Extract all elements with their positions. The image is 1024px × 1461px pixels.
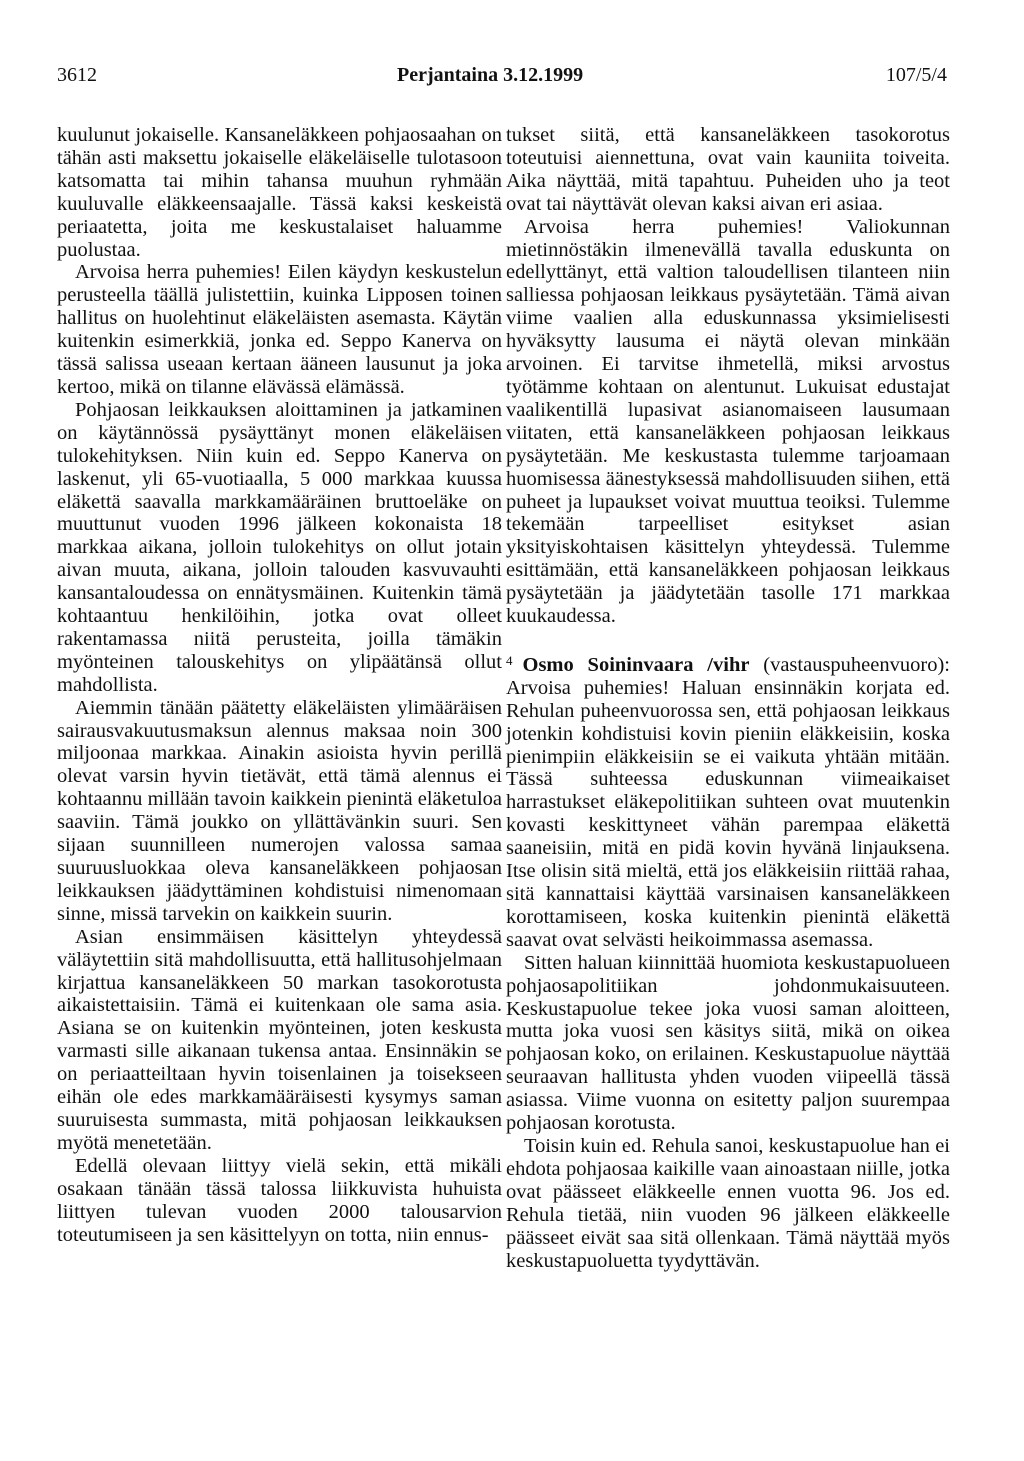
session-date: Perjantaina 3.12.1999	[397, 64, 584, 86]
page-header	[57, 64, 947, 92]
speaker-name: Osmo Soininvaara /vihr	[522, 653, 750, 676]
left-column	[57, 124, 502, 1246]
paragraph: Edellä olevaan liittyy vielä sekin, että mikäli osakaan tänään tässä talossa liikkuvista huhuista liittyen tulevan vuoden 2000 talousarvion toteutumiseen ja sen käsittelyyn on totta, niin ennus-	[57, 1154, 502, 1246]
right-column	[506, 124, 950, 1272]
speech-text: (vastauspuheenvuoro): Arvoisa puhemies! Haluan ensinnäkin korjata ed. Rehulan puheenvuorossa sen, että pohjaosan leikkaus jotenkin kohdistuisi kovin pieniin eläkkeisiin, koska pienimpiin eläkkeisiin se ei vaikuta yhtään mitään. Tässä suhteessa eduskunnan viimeaikaiset harrastukset eläkepolitiikan suhteen ovat muutenkin kovasti keskittyneet vähän parempaa eläkettä saaneisiin, mitä en pidä kovin hyvänä linjauksena. Itse olisin sitä mieltä, että jos eläkkeisiin riittää rahaa, sitä kannattaisi käyttää varsinaisen kansaneläkkeen korottamiseen, koska kuitenkin pienintä eläkettä saavat ovat selvästi heikoimmassa asemassa.	[506, 653, 950, 951]
paragraph: Toisin kuin ed. Rehula sanoi, keskustapuolue han ei ehdota pohjaosaa kaikille vaan ainoastaan niille, jotka ovat päässeet eläkkeelle ennen vuotta 96. Jos ed. Rehula tietää, niin vuoden 96 jälkeen eläkkeelle päässeet eivät saa sitä ollenkaan. Tämä näyttää myös keskustapuoluetta tyydyttävän.	[506, 1134, 950, 1272]
speech-entry	[506, 650, 950, 952]
paragraph: kuulunut jokaiselle. Kansaneläkkeen pohjaosaahan on tähän asti maksettu jokaiselle eläkeläiselle tulotasoon katsomatta tai mihin tahansa muuhun ryhmään kuuluvalle eläkkeensaajalle. Tässä kaksi keskeistä periaatetta, joita me keskustalaiset haluamme puolustaa.	[57, 124, 502, 261]
paragraph: Arvoisa herra puhemies! Valiokunnan mietinnöstäkin ilmenevällä tavalla eduskunta on edellyttänyt, että valtion taloudellisen tilanteen niin salliessa pohjaosan leikkaus pysäytetään. Tämä aivan viime vaalien alla eduskunnassa yksimielisesti hyväksytty lausuma ei näytä olevan minkään arvoinen. Ei tarvitse ihmetellä, miksi arvostus työtämme kohtaan on alentunut. Lukuisat edustajat vaalikentillä lupasivat asianomaiseen lausumaan viitaten, että kansaneläkkeen pohjaosan leikkaus pysäytetään. Me keskustasta tulemme tarjoamaan huomisessa äänestyksessä mahdollisuuden siihen, että puheet ja lupaukset voivat muuttua teoiksi. Tulemme tekemään tarpeelliset esitykset asian yksityiskohtaisen käsittelyn yhteydessä. Tulemme esittämään, että kansaneläkkeen pohjaosan leikkaus pysäytetään ja jäädytetään tasolle 171 markkaa kuukaudessa.	[506, 215, 950, 628]
page-number: 3612	[57, 64, 97, 86]
paragraph: tukset siitä, että kansaneläkkeen tasokorotus toteutuisi aiennettuna, ovat vain kauniita toiveita. Aika näyttää, mitä tapahtuu. Puheiden uho ja teot ovat tai näyttävät olevan kaksi aivan eri asiaa.	[506, 124, 950, 215]
paragraph: Asian ensimmäisen käsittelyn yhteydessä väläytettiin sitä mahdollisuutta, että hallitusohjelmaan kirjattua kansaneläkkeen 50 markan tasokorotusta aikaistettaisiin. Tämä ei kuitenkaan ole sama asia. Asiana se on kuitenkin myönteinen, joten keskusta varmasti sille aikanaan tukensa antaa. Ensinnäkin se on periaatteiltaan hyvin toisenlainen ja toisekseen eihän ole edes markkamääräisesti kysymys saman suuruisesta summasta, mitä pohjaosan leikkauksen myötä menetetään.	[57, 925, 502, 1154]
paragraph: Pohjaosan leikkauksen aloittaminen ja jatkaminen on käytännössä pysäyttänyt monen eläkeläisen tulokehityksen. Niin kuin ed. Seppo Kanerva on laskenut, yli 65-vuotiaalla, 5 000 markkaa kuussa eläkettä saavalla markkamääräinen bruttoeläke on muuttunut vuoden 1996 jälkeen kokonaista 18 markkaa aikana, jolloin tulokehitys on ollut jotain aivan muuta, aikana, jolloin talouden kasvuvauhti kansantaloudessa on ennätysmäinen. Kuitenkin tämä kohtaantuu henkilöihin, jotka ovat olleet rakentamassa niitä perusteita, joilla tämäkin myönteinen talouskehitys on ylipäätänsä ollut mahdollista.	[57, 398, 502, 696]
speech-number: 4	[506, 652, 513, 668]
paragraph: Sitten haluan kiinnittää huomiota keskustapuolueen pohjaosapolitiikan johdonmukaisuuteen. Keskustapuolue tekee joka vuosi saman aloitteen, mutta joka vuosi sen käsitys siitä, mikä on oikea pohjaosan koko, on erilainen. Keskustapuolue näyttää seuraavan hallitusta yhden vuoden viipeellä tässä asiassa. Viime vuonna on esitetty paljon suurempaa pohjaosan korotusta.	[506, 951, 950, 1135]
paragraph: Arvoisa herra puhemies! Eilen käydyn keskustelun perusteella täällä julistettiin, kuinka Lipposen toinen hallitus on huolehtinut eläkeläisten asemasta. Käytän kuitenkin esimerkkiä, jonka ed. Seppo Kanerva on tässä salissa useaan kertaan ääneen lausunut ja joka kertoo, mikä on tilanne elävässä elämässä.	[57, 261, 502, 398]
paragraph: Aiemmin tänään päätetty eläkeläisten ylimääräisen sairausvakuutusmaksun alennus maksaa noin 300 miljoonaa markkaa. Ainakin asioista hyvin perillä olevat varsin hyvin tietävät, että tämä alennus ei kohtaannu millään tavoin kaikkein pienintä eläketuloa saaviin. Tämä joukko on yllättävänkin suuri. Sen sijaan suunnilleen numerojen valossa samaa suuruusluokkaa oleva kansaneläkkeen pohjaosan leikkauksen jäädyttäminen kohdistuisi nimenomaan sinne, missä tarvekin on kaikkein suurin.	[57, 696, 502, 925]
document-reference: 107/5/4	[885, 64, 947, 86]
